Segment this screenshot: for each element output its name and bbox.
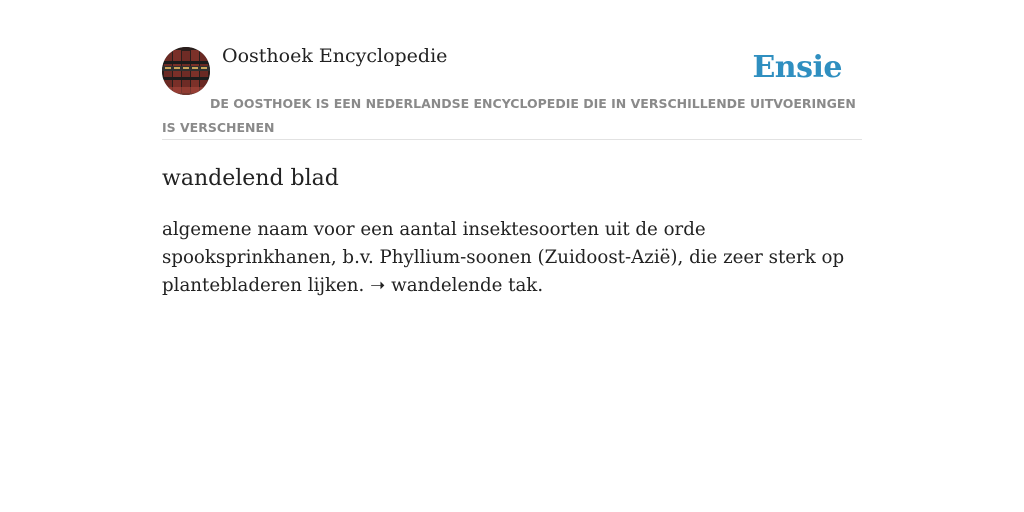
source-name[interactable]: Oosthoek Encyclopedie [222, 45, 448, 67]
book-spines-icon [162, 47, 210, 95]
entry-title: wandelend blad [162, 166, 339, 191]
arrow-icon: ➝ [370, 275, 386, 296]
related-entry-link[interactable]: wandelende tak [391, 275, 538, 296]
entry-body-text: algemene naam voor een aantal insektesoorten uit de orde spooksprinkhanen, b.v. Phyllium-soonen (Zuidoost-Azië), die zeer sterk op plantebladeren lijken. [162, 219, 845, 296]
brand-logo-link[interactable]: Ensie [752, 50, 842, 85]
entry-trailing-punctuation: . [537, 275, 544, 296]
source-description: DE OOSTHOEK IS EEN NEDERLANDSE ENCYCLOPEDIE DIE IN VERSCHILLENDE UITVOERINGEN IS VERSCHENEN [162, 96, 856, 135]
source-avatar[interactable] [162, 47, 210, 95]
content-container [162, 44, 862, 300]
entry-header [162, 44, 862, 140]
entry-body [162, 216, 862, 300]
